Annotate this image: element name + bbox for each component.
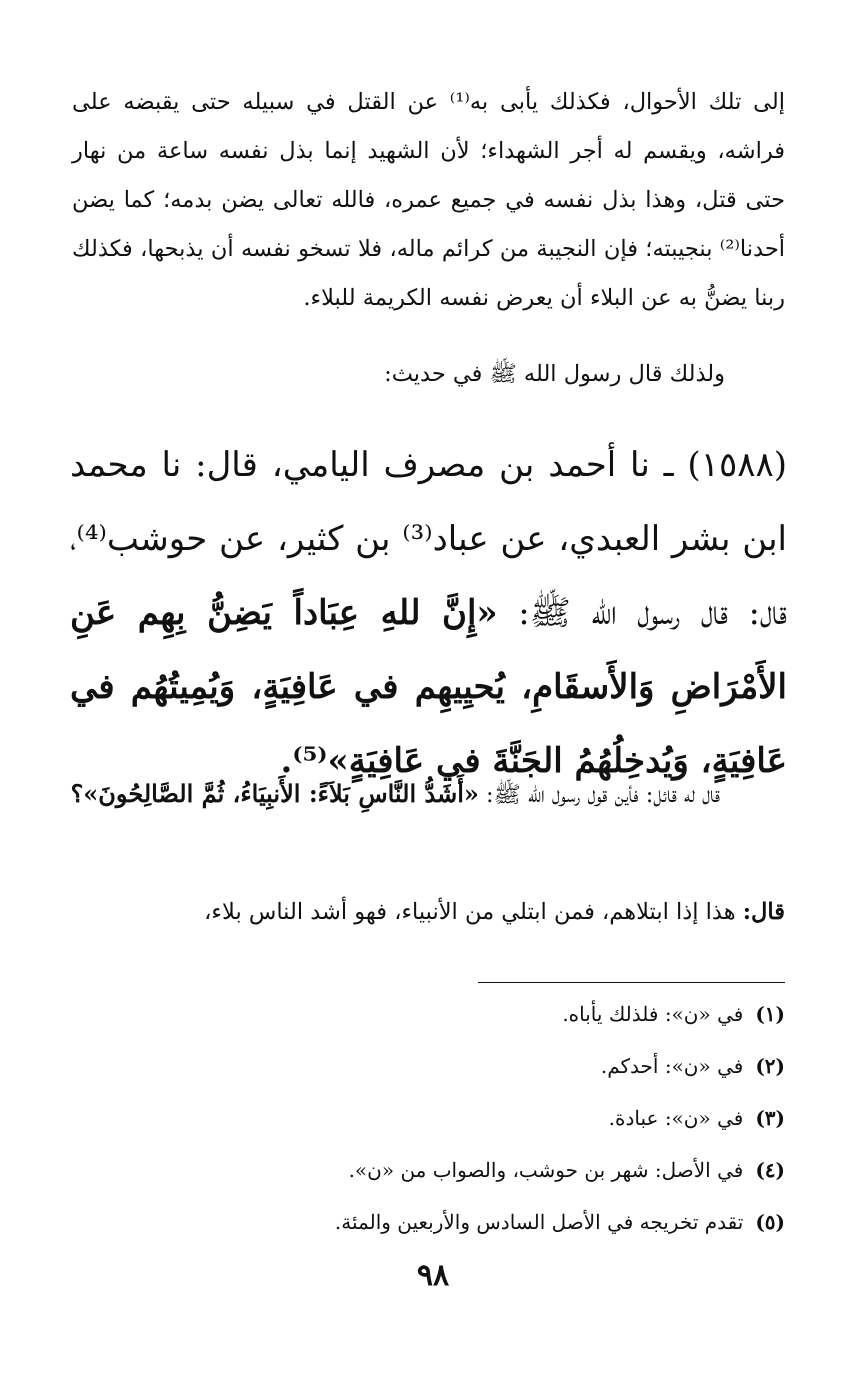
footnote-text: في «ن»: أحدكم. bbox=[600, 1054, 744, 1078]
footnote-number: (٤) bbox=[755, 1158, 785, 1182]
footnote bbox=[260, 1196, 785, 1248]
footnote bbox=[260, 1144, 785, 1196]
footnote-divider bbox=[478, 982, 785, 983]
footnote-number: (٢) bbox=[755, 1054, 785, 1078]
footnotes bbox=[260, 988, 785, 1248]
intro-line bbox=[120, 350, 725, 399]
footnote-text: في الأصل: شهر بن حوشب، والصواب من «ن». bbox=[348, 1158, 744, 1182]
intro-text: ولذلك قال رسول الله ﷺ في حديث: bbox=[384, 361, 725, 387]
hadith-matn: «إِنَّ للهِ عِبَاداً يَضِنُّ بِهِم عَنِ الأَمْرَاضِ وَالأَسقَامِ، يُحيِيهِم في عَافِيَةٍ، وَيُمِيتُهُم في عَافِيَةٍ، وَيُدخِلُهُمُ الجَنَّةَ في عَافِيَةٍ»⁽⁵⁾. bbox=[70, 593, 787, 781]
hadith-isnad: (١٥٨٨) ـ نا أحمد بن مصرف اليامي، قال: نا محمد ابن بشر العبدي، عن عباد⁽³⁾ بن كثير، عن حوشب⁽⁴⁾، قال: قال رسول الله ﷺ: bbox=[70, 445, 788, 633]
footnote bbox=[260, 1092, 785, 1144]
question-lead: قال له قائل: فأين قول رسول الله ﷺ: bbox=[478, 782, 720, 808]
footnote-text: في «ن»: فلذلك يأباه. bbox=[562, 1002, 744, 1026]
footnote bbox=[260, 1040, 785, 1092]
page-number: ٩٨ bbox=[416, 1258, 450, 1293]
answer-block bbox=[70, 888, 785, 937]
question-quote: «أَشَدُّ النَّاسِ بَلاَءً: الأَنبِيَاءُ، ثُمَّ الصَّالِحُونَ»؟ bbox=[70, 779, 479, 808]
answer-lead: قال: bbox=[742, 899, 785, 925]
footnote-number: (١) bbox=[755, 1002, 785, 1026]
question-block bbox=[70, 768, 720, 821]
footnote-text: تقدم تخريجه في الأصل السادس والأربعين والمئة. bbox=[334, 1210, 744, 1234]
paragraph-text: إلى تلك الأحوال، فكذلك يأبى به⁽¹⁾ عن القتل في سبيله حتى يقبضه على فراشه، ويقسم له أجر الشهداء؛ لأن الشهيد إنما بذل نفسه ساعة من نهار حتى قتل، وهذا بذل نفسه في جميع عمره، فالله تعالى يضن بدمه؛ كما يضن أحدنا⁽²⁾ بنجيبته؛ فإن النجيبة من كرائم ماله، فلا تسخو نفسه أن يذبحها، فكذلك ربنا يضنُّ به عن البلاء أن يعرض نفسه الكريمة للبلاء. bbox=[72, 89, 785, 311]
hadith-block bbox=[70, 428, 787, 798]
footnote-text: في «ن»: عبادة. bbox=[608, 1106, 744, 1130]
footnote-number: (٣) bbox=[755, 1106, 785, 1130]
main-paragraph bbox=[72, 78, 785, 323]
answer-text: هذا إذا ابتلاهم، فمن ابتلي من الأنبياء، فهو أشد الناس بلاء، bbox=[204, 899, 743, 925]
footnote bbox=[260, 988, 785, 1040]
footnote-number: (٥) bbox=[755, 1210, 785, 1234]
